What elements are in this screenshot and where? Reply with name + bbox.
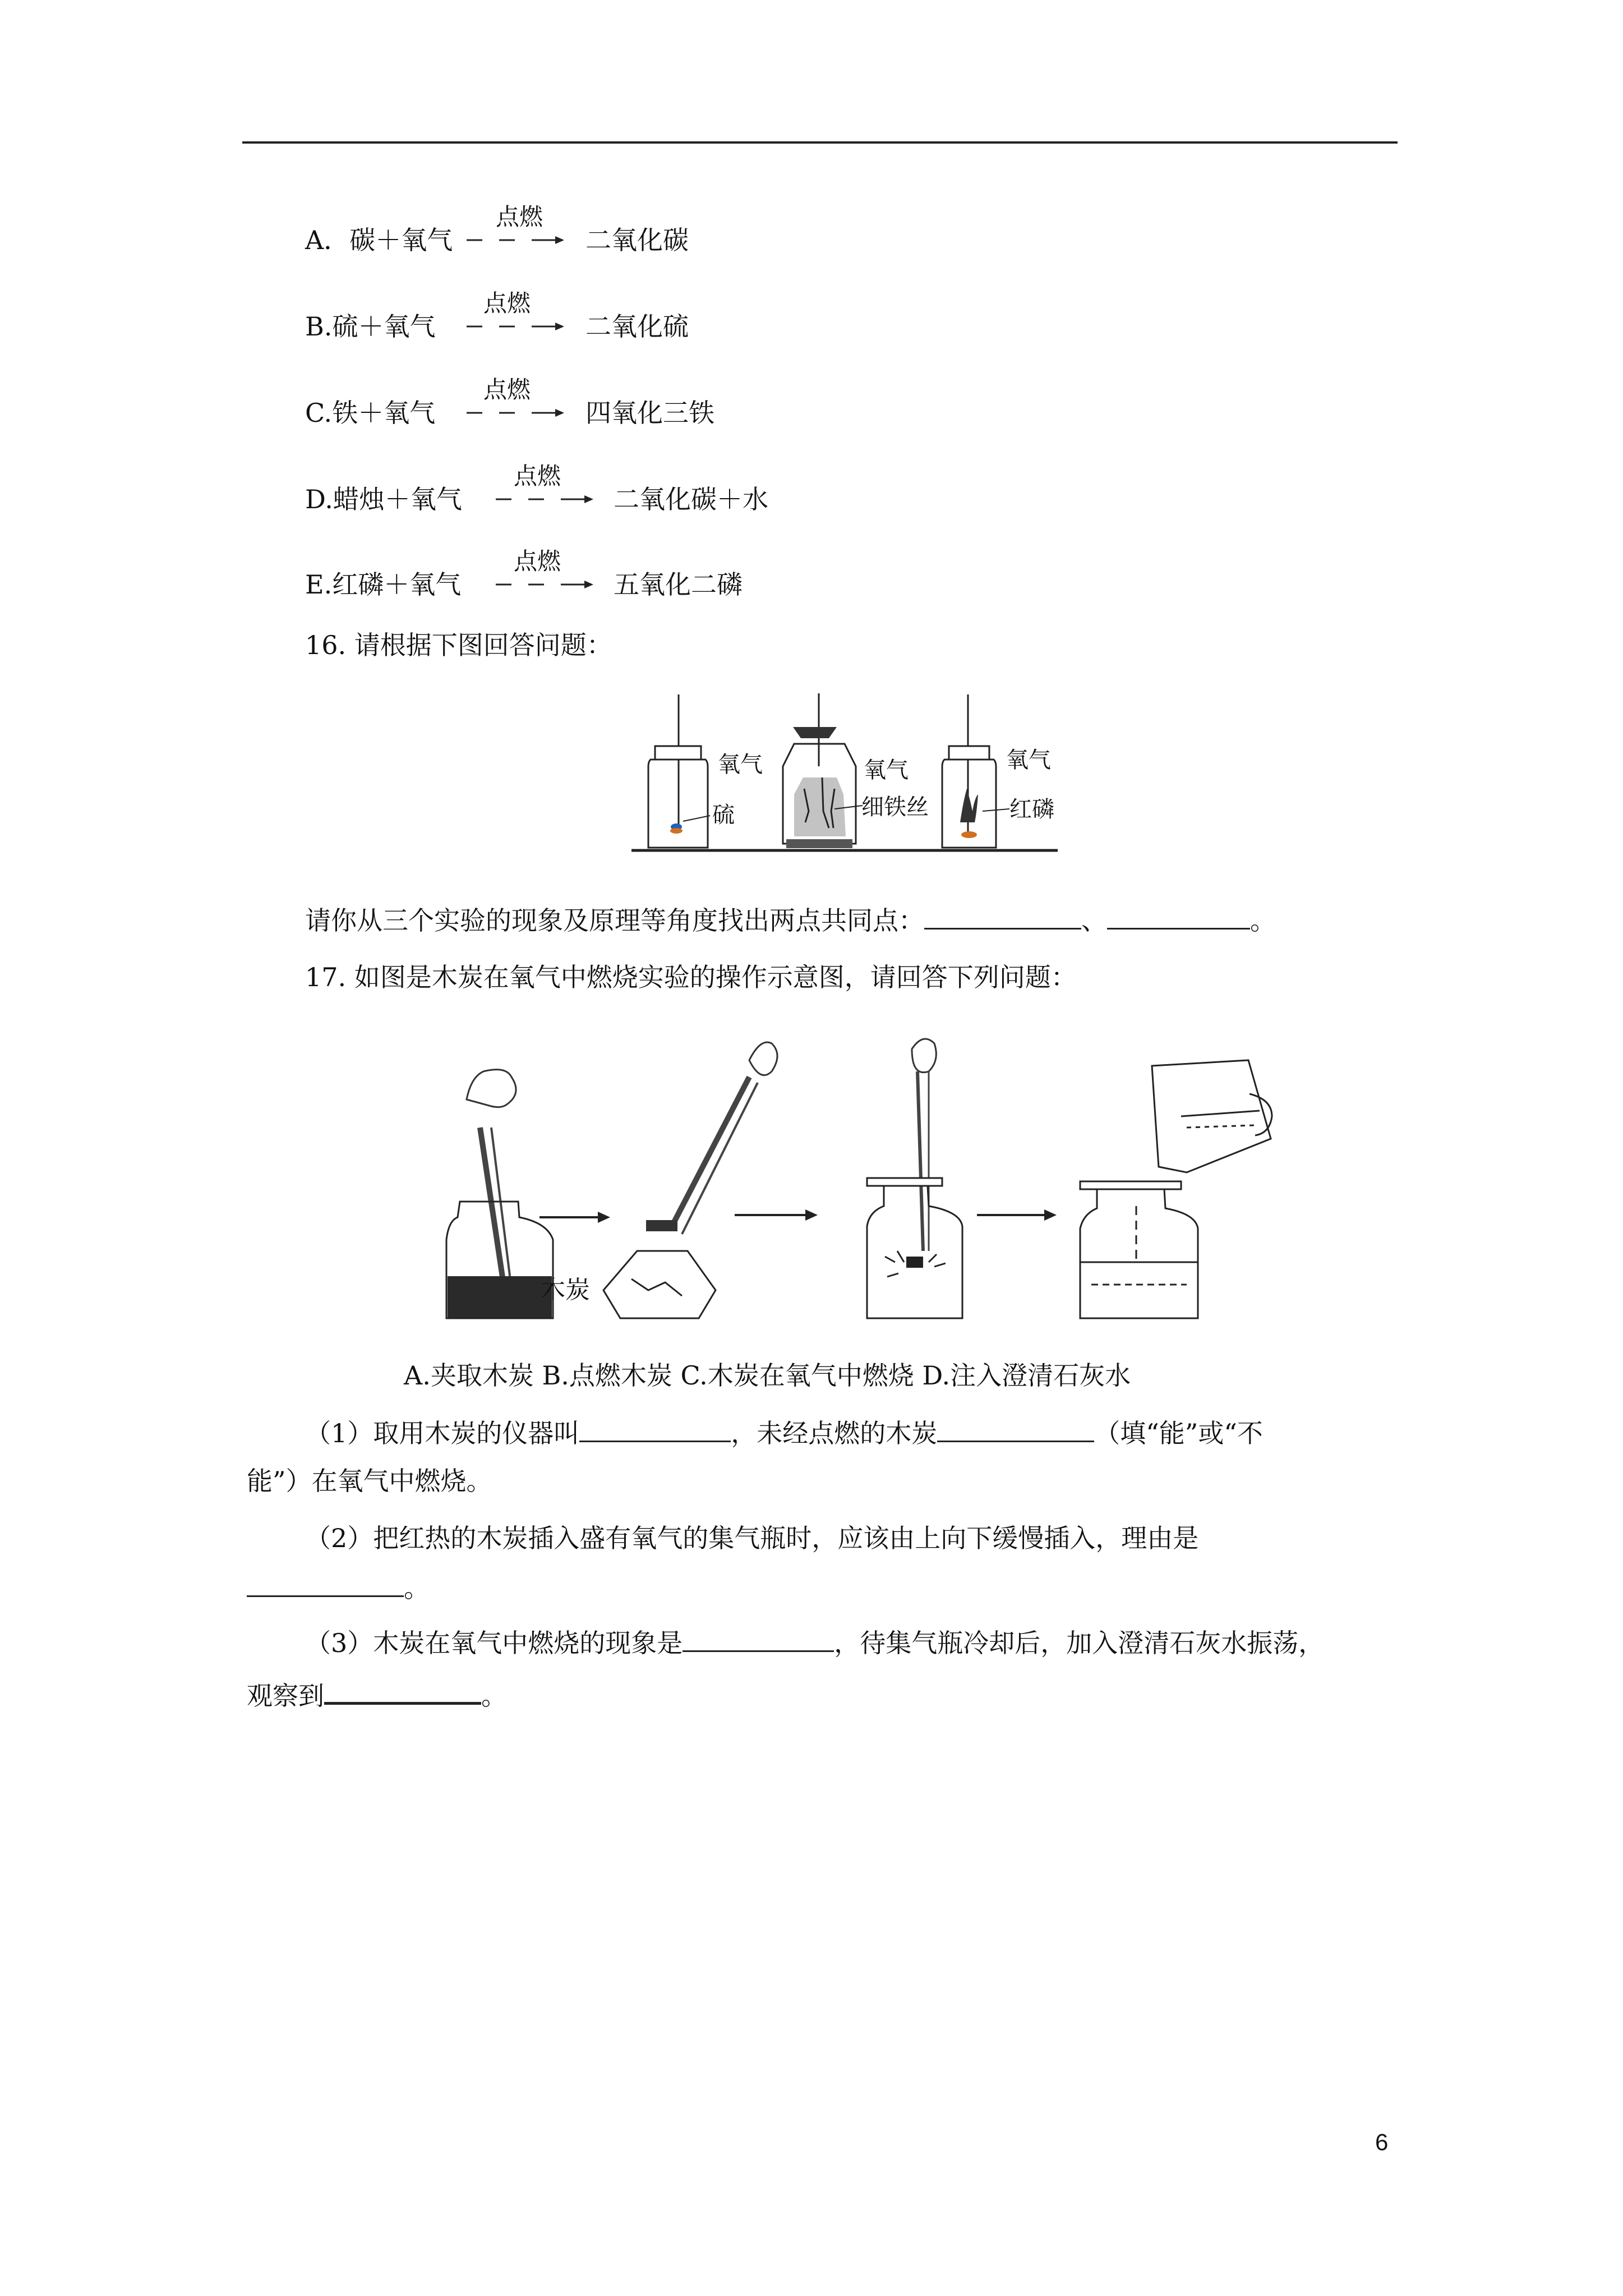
q16-question: [305, 903, 1276, 937]
q17-part2: （2）把红热的木炭插入盛有氧气的集气瓶时，应该由上向下缓慢插入，理由是: [305, 1523, 1199, 1553]
reaction-arrow-icon: [465, 406, 566, 420]
reactants: 碳＋氧气: [349, 225, 453, 255]
header-rule: [242, 141, 1398, 144]
q16-question-text: 请你从三个实验的现象及原理等角度找出两点共同点：: [305, 905, 924, 936]
arrow-icon: [977, 1209, 1057, 1221]
answer-blank-instrument[interactable]: [579, 1416, 731, 1442]
reactants: 红磷＋氧气: [332, 569, 462, 600]
condition-label: 点燃: [514, 462, 561, 490]
condition-label: 点燃: [483, 289, 531, 317]
step-c-illustration: [867, 1039, 962, 1318]
jar-sulfur: [648, 694, 708, 848]
separator: 、: [1081, 905, 1107, 936]
q17-caption: A.夹取木炭 B.点燃木炭 C.木炭在氧气中燃烧 D.注入澄清石灰水: [404, 1360, 1131, 1391]
q17-part2-answer: [247, 1571, 430, 1605]
page-number: 6: [1375, 2129, 1389, 2155]
option-letter: E.: [305, 569, 333, 600]
label-oxygen-2: 氧气: [864, 757, 909, 783]
period: 。: [1250, 905, 1276, 936]
arrow-icon: [735, 1209, 818, 1221]
q17-part1-cont: 能”）在氧气中燃烧。: [247, 1466, 492, 1496]
option-letter: D.: [305, 484, 333, 514]
q17-figure: [435, 1027, 1293, 1341]
p1-text-a: （1）取用木炭的仪器叫: [305, 1418, 580, 1448]
reaction-arrow-icon: [465, 233, 566, 247]
condition-label: 点燃: [496, 203, 543, 231]
products: 二氧化碳: [585, 225, 689, 255]
label-sulfur: 硫: [712, 802, 735, 828]
period: 。: [404, 1573, 430, 1603]
label-oxygen-3: 氧气: [1006, 747, 1051, 773]
p3-text-b: ，待集气瓶冷却后，加入澄清石灰水振荡，: [834, 1628, 1325, 1658]
p3-text-c: 观察到: [247, 1681, 324, 1711]
label-iron-wire: 细铁丝: [861, 794, 929, 820]
reactants: 蜡烛＋氧气: [333, 484, 462, 514]
answer-blank-observation[interactable]: [324, 1677, 481, 1705]
step-d-illustration: [1080, 1060, 1272, 1318]
p1-text-c: （填“能”或“不: [1094, 1418, 1263, 1448]
answer-blank-reason[interactable]: [247, 1571, 404, 1597]
jar-iron: [783, 693, 856, 848]
step-a-illustration: [446, 1070, 590, 1318]
answer-blank-phenomenon[interactable]: [683, 1626, 834, 1652]
reaction-arrow-icon: [465, 320, 566, 333]
q17-title: 17. 如图是木炭在氧气中燃烧实验的操作示意图，请回答下列问题：: [305, 962, 1077, 992]
label-charcoal: 木炭: [541, 1276, 590, 1304]
condition-label: 点燃: [514, 547, 561, 575]
reaction-arrow-icon: [495, 493, 596, 506]
period: 。: [481, 1681, 507, 1711]
option-letter: B.: [305, 311, 333, 342]
answer-blank-can-burn[interactable]: [937, 1416, 1094, 1442]
answer-blank-1[interactable]: [924, 903, 1081, 930]
q17-part3-cont: [247, 1677, 507, 1713]
reactants: 铁＋氧气: [332, 398, 436, 428]
label-red-phosphorus: 红磷: [1009, 797, 1054, 822]
jar-phosphorus: [942, 694, 996, 848]
products: 二氧化碳＋水: [614, 484, 768, 514]
arrow-icon: [540, 1212, 610, 1223]
option-letter: A．: [305, 225, 350, 255]
condition-label: 点燃: [483, 376, 531, 403]
answer-blank-2[interactable]: [1107, 903, 1250, 930]
label-oxygen-1: 氧气: [718, 752, 763, 777]
q16-figure: [626, 693, 1069, 862]
products: 二氧化硫: [585, 311, 689, 342]
step-b-illustration: [603, 1042, 777, 1318]
q17-part3: [305, 1626, 1324, 1660]
q16-title: 16. 请根据下图回答问题：: [305, 630, 612, 660]
products: 五氧化二磷: [614, 569, 743, 600]
option-letter: C.: [305, 398, 333, 428]
p3-text-a: （3）木炭在氧气中燃烧的现象是: [305, 1628, 683, 1658]
p1-text-b: ，未经点燃的木炭: [731, 1418, 938, 1448]
products: 四氧化三铁: [585, 398, 714, 428]
reaction-arrow-icon: [495, 578, 596, 591]
reactants: 硫＋氧气: [332, 311, 436, 342]
q17-part1: [305, 1416, 1263, 1450]
